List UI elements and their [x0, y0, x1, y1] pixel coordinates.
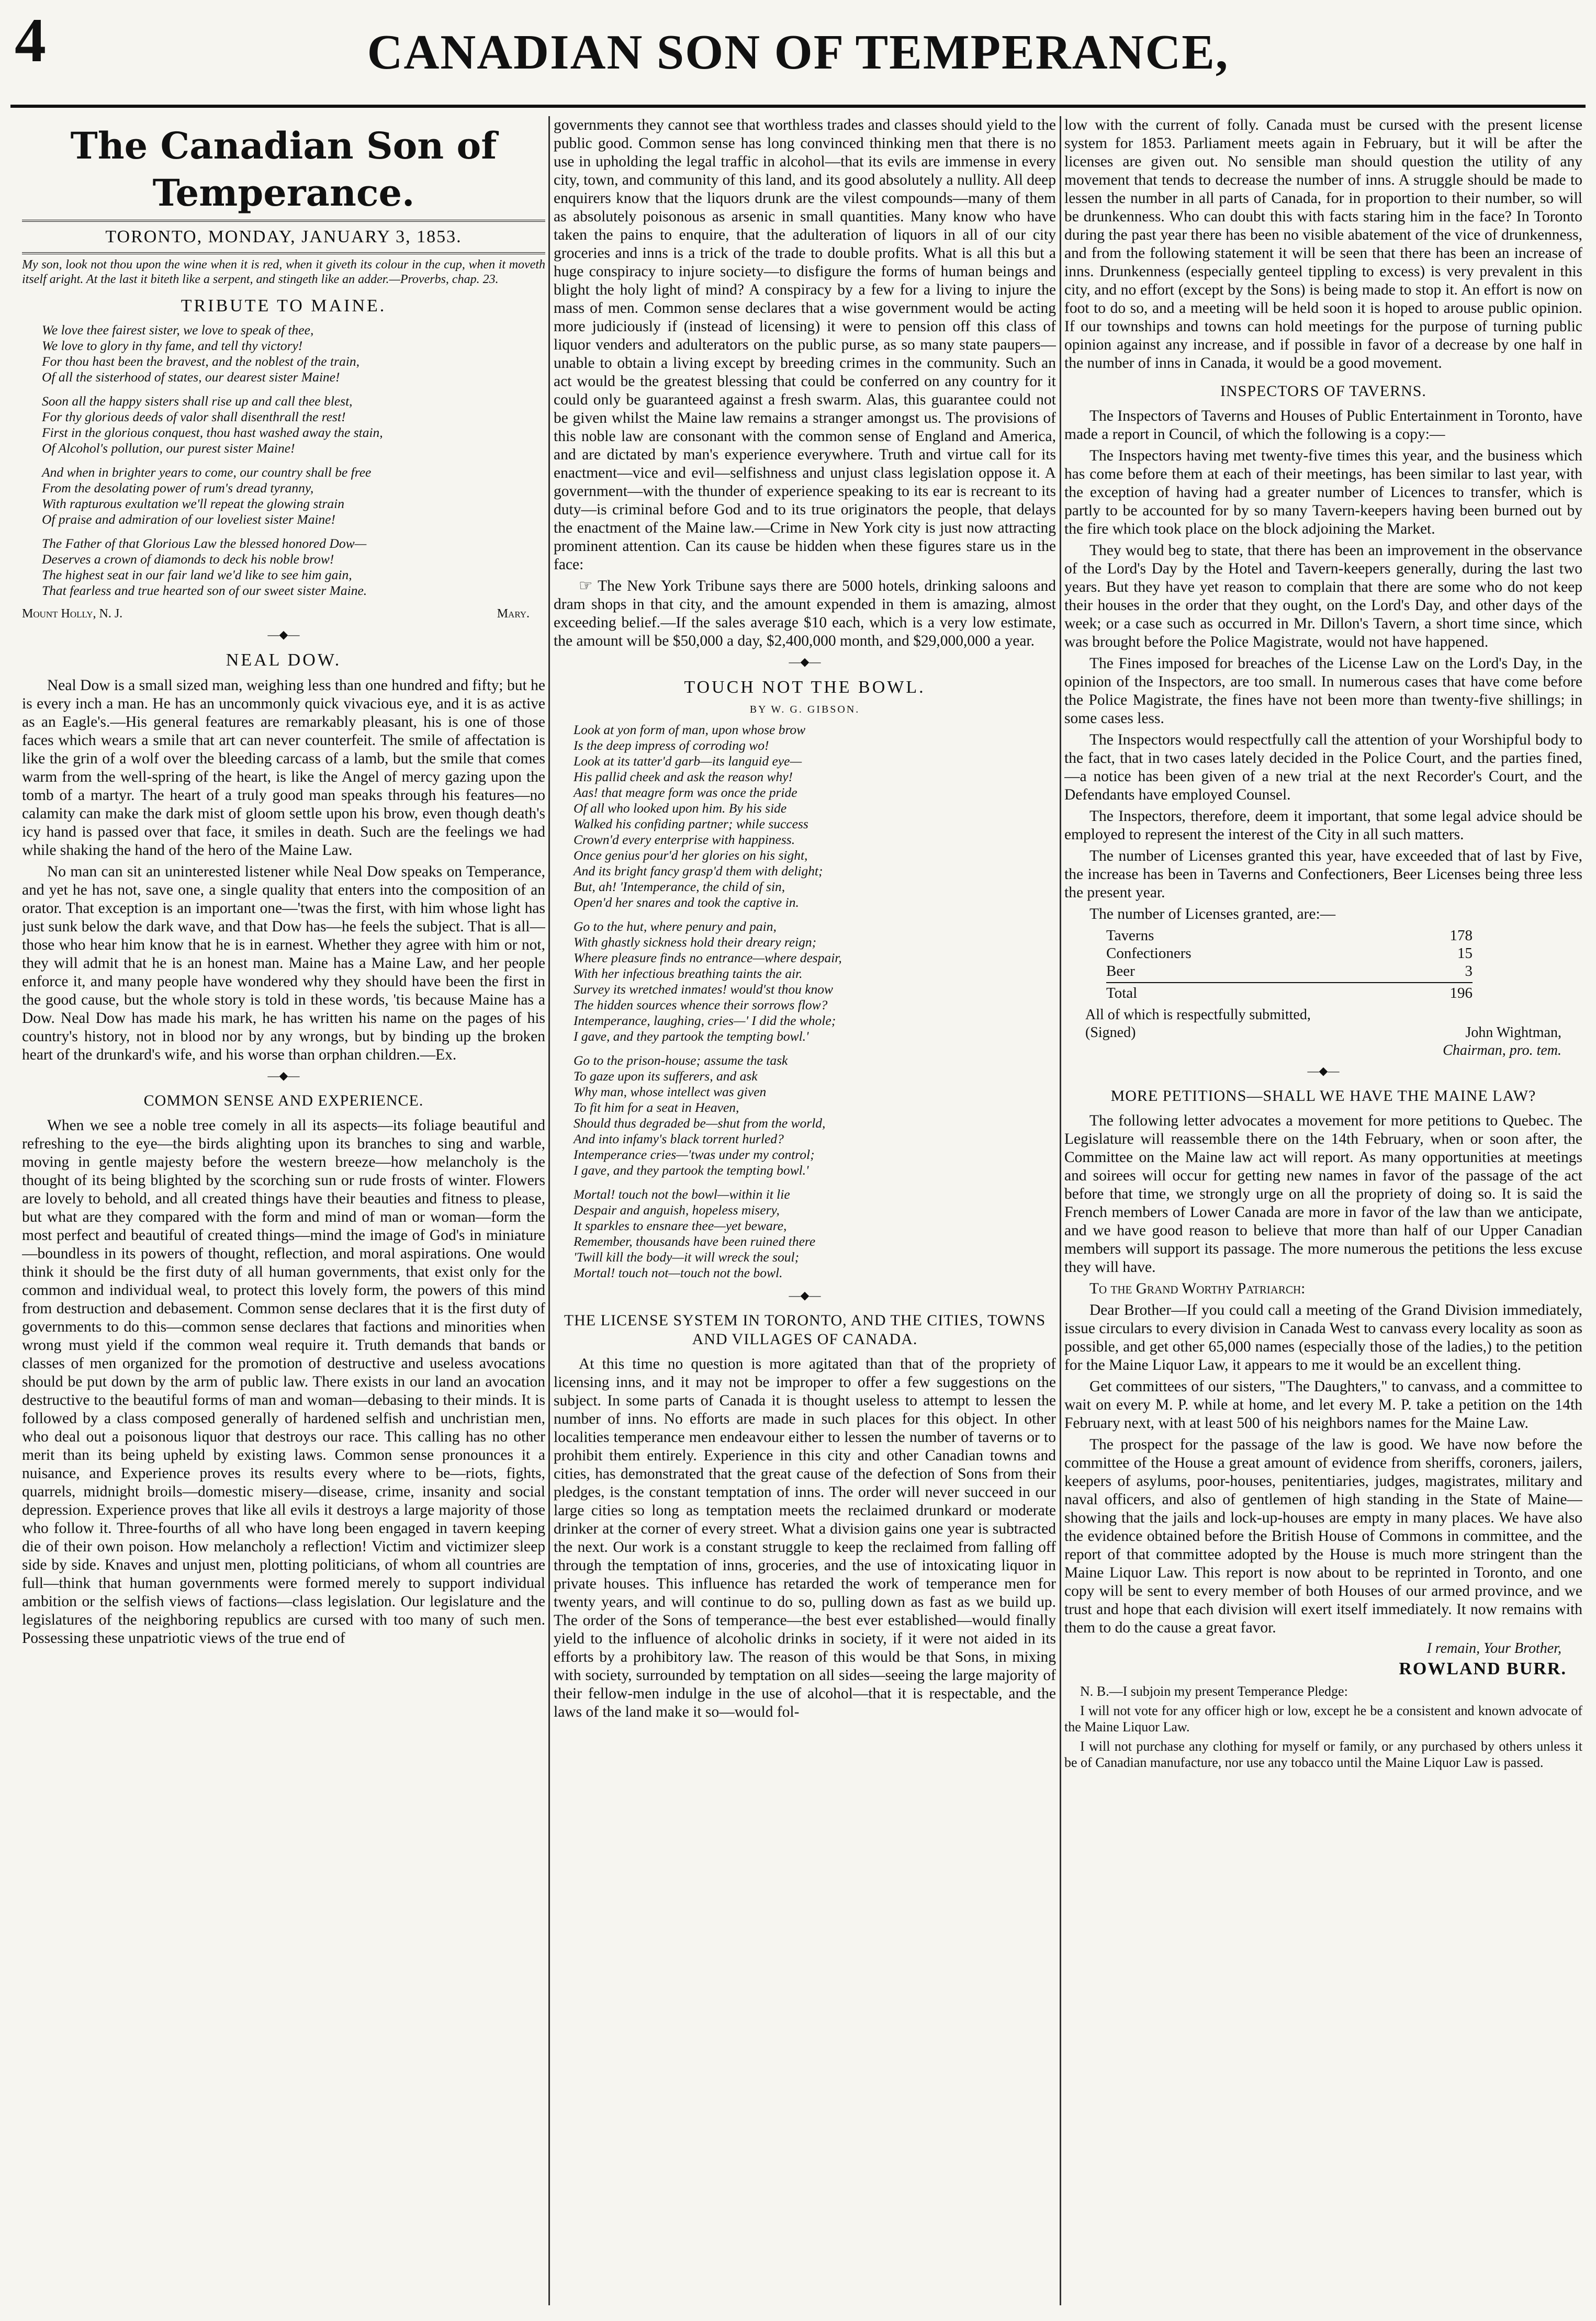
article-title: COMMON SENSE AND EXPERIENCE. [143, 1092, 424, 1109]
report-closing: All of which is respectfully submitted, [1085, 1007, 1311, 1023]
stat-label: Confectioners [1106, 945, 1192, 962]
poem-line: I gave, and they partook the tempting bowl.' [574, 1029, 809, 1044]
poem-line: Walked his confiding partner; while success [574, 816, 808, 831]
poem-author: Mary. [497, 607, 530, 621]
ornament-divider: —◆— [789, 1289, 821, 1302]
poem-credit [22, 607, 530, 621]
poem-line: It sparkles to ensnare thee—yet beware, [574, 1218, 787, 1233]
postscript: N. B.—I subjoin my present Temperance Pledge: [1080, 1684, 1348, 1699]
article-paragraph: The Inspectors of Taverns and Houses of Public Entertainment in Toronto, have made a report in Council, of which the following is a copy:— [1064, 408, 1582, 443]
poem-stanza [42, 536, 545, 599]
poem-line: First in the glorious conquest, thou hast washed away the stain, [42, 425, 383, 440]
masthead-rule [22, 220, 545, 222]
poem-line: I gave, and they partook the tempting bowl.' [574, 1163, 809, 1178]
poem-line: Intemperance cries—'twas under my control; [574, 1147, 815, 1162]
article-paragraph: The prospect for the passage of the law is good. We have now before the committee of the House a great amount of evidence from sheriffs, coroners, jailers, keepers of asylums, poor-houses, penitentiaries, judges, magistrates, military and naval officers, and also of gentlemen of high standing in the State of Maine—showing that the jails and lock-up-houses are empty in many places. We have also the evidence obtained before the British House of Commons in committee, and the report of that committee adopted by the House is much more stringent than the Maine Liquor Law. This report is now about to be reprinted in Toronto, and one copy will be sent to every member of both Houses of our armed province, and we trust and hope that each division will exert itself immediately. It now remains with them to do the cause a great favor. [1064, 1436, 1582, 1636]
stat-total-value: 196 [1449, 985, 1473, 1001]
poem-body [554, 722, 1056, 1281]
stat-row [1106, 944, 1473, 962]
signature-row [1085, 1024, 1582, 1042]
article-paragraph: The Fines imposed for breaches of the License Law on the Lord's Day, in the opinion of the Inspectors, are too small. In numerous cases that have come before the Police Magistrate, the fines have not been more than twenty-five shillings; in some cases less. [1064, 655, 1582, 727]
poem-line: With her infectious breathing taints the air. [574, 966, 803, 981]
poem-line: But, ah! 'Intemperance, the child of sin, [574, 879, 785, 894]
poem-line: Of Alcohol's pollution, our purest sister Maine! [42, 441, 295, 456]
poem-stanza [42, 465, 545, 527]
header-rule [10, 105, 1586, 108]
poem-line: For thy glorious deeds of valor shall disenthrall the rest! [42, 409, 346, 424]
article-paragraph: The following letter advocates a movement for more petitions to Quebec. The Legislature will reassemble there on the 14th February, when or soon after, the Committee on the Maine law act will report. As many opportunities at meetings and soirees will occur for getting new names in favor of the passage of the act before that time, we strongly urge on all the propriety of doing so. It is said the French members of Lower Canada are more in favor of the law than we anticipate, and we have good reason to believe that more than half of our Upper Canadian members will support its passage. The more numerous the petitions the less excuse they will have. [1064, 1112, 1582, 1276]
report-signature [1085, 1006, 1582, 1060]
poem-line: Survey its wretched inmates! would'st thou know [574, 982, 834, 997]
masthead-title: The Canadian Son of Temperance. [70, 124, 497, 215]
article-paragraph: The number of Licenses granted, are:— [1089, 906, 1336, 922]
article-title: INSPECTORS OF TAVERNS. [1220, 382, 1426, 400]
poem-line: Open'd her snares and took the captive in. [574, 895, 799, 910]
poem-stanza [574, 1053, 1056, 1178]
column-1 [22, 116, 545, 2305]
dateline: TORONTO, MONDAY, JANUARY 3, 1853. [105, 227, 462, 246]
poem-line: Mortal! touch not the bowl—within it lie [574, 1187, 790, 1202]
poem-line: 'Twill kill the body—it will wreck the soul; [574, 1249, 800, 1265]
article-paragraph: When we see a noble tree comely in all its aspects—its foliage beautiful and refreshing to the eye—the birds alighting upon its branches to sing and warble, moving in gentle majesty before the western breeze—how melancholy is the thought of its being blighted by the scorching sun or rude frosts of winter. Flowers are lovely to behold, and all created things have their beauties and fitness to please, but what are they compared with the form and mind of man or woman—form the most perfect and beautiful of created things—mind the image of God's in miniature—boundless in its powers of thought, reflection, and moral aspirations. One would think it should be the first duty of all human governments, that exist only for the common and individual weal, to protect this lovely form, the powers of this mind from destruction and debasement. Common sense declares that it is the first duty of governments to do this—common sense declares that factions and minorities when wrong must yield if the common weal require it. Truth demands that bands or classes of men organized for the promotion of destructive and useless avocations should be put down by the arm of public law. There exists in our land an avocation destructive to the beautiful forms of man and woman—debasing to their minds. It is followed by a class composed generally of hardened selfish and unchristian men, who deal out a poisonous liquor that destroys our race. This calling has no other merit than its being upheld by existing laws. Common sense pronounces it a nuisance, and Experience proves its results every where to be—riots, fights, quarrels, midnight broils—domestic misery—disease, crime, insanity and social depression. Experience proves that like all evils it destroys a large majority of those who follow it. Three-fourths of all who have long been engaged in tavern keeping die of their own poison. How melancholy a reflection! Victim and victimizer sleep side by side. Knaves and unjust men, plotting politicians, of whom all countries are full—think that human governments were formed merely to support individual ambition or the selfish views of factions—class legislation. Our legislature and the legislatures of the neighboring republics are cursed with too many of such men. Possessing these unpatriotic views of the true end of [22, 1117, 545, 1647]
poem-line: Crown'd every enterprise with happiness. [574, 832, 795, 847]
masthead-rule [22, 252, 545, 254]
poem-line: Once genius pour'd her glories on his sight, [574, 848, 808, 863]
poem-line: Why man, whose intellect was given [574, 1084, 767, 1099]
signed-label: (Signed) [1085, 1024, 1136, 1041]
letter-signer: ROWLAND BURR. [1399, 1659, 1567, 1678]
poem-line: To gaze upon its sufferers, and ask [574, 1068, 758, 1084]
poem-title: TRIBUTE TO MAINE. [181, 296, 387, 316]
signer-title: Chairman, pro. tem. [1443, 1042, 1561, 1058]
signer-name: John Wightman, [1465, 1024, 1561, 1041]
letter-salutation: To the Grand Worthy Patriarch: [1089, 1280, 1306, 1297]
poem-line: For thou hast been the bravest, and the noblest of the train, [42, 354, 359, 369]
poem-line: The Father of that Glorious Law the blessed honored Dow— [42, 536, 367, 551]
article-paragraph: Get committees of our sisters, "The Daughters," to canvass, and a committee to wait on every M. P. while at home, and let every M. P. take a petition on the 14th February next, with at least 500 of his neighbors names for the Maine Law. [1064, 1378, 1582, 1432]
poem-line: Look at its tatter'd garb—its languid eye— [574, 753, 802, 769]
poem-line: And its bright fancy grasp'd them with delight; [574, 863, 823, 878]
stat-value: 15 [1457, 945, 1473, 962]
article-paragraph: They would beg to state, that there has been an improvement in the observance of the Lord's Day by the Hotel and Tavern-keepers generally, during the last two years. But they have yet reason to complain that there are some who do not keep their houses in the order that they ought, on the Lord's Day, and other days of the week; or a case such as occurred in Mr. Dillon's Tavern, a short time since, which was brought before the Police Magistrate, would not have happened. [1064, 542, 1582, 650]
poem-stanza [42, 393, 545, 456]
column-2 [554, 116, 1056, 2305]
column-3 [1064, 116, 1582, 2305]
poem-line: Soon all the happy sisters shall rise up and call thee blest, [42, 393, 353, 409]
poem-line: Of all the sisterhood of states, our dearest sister Maine! [42, 369, 340, 385]
article-paragraph: governments they cannot see that worthless trades and classes should yield to the public good. Common sense has long convinced thinking men that there is no use in upholding the legal traffic in alcohol—that its evils are immense in every city, town, and community of this land, and its good absolutely a nullity. All deep enquirers know that the liquors drunk are the vilest compounds—many of them as absolutely poisonous as arsenic in small quantities. Many know who have taken the pains to enquire, that the adulteration of liquors in all of our city groceries and inns is a trick of the trade to double profits. What is all this but a huge conspiracy to injure society—to disfigure the forms of human beings and blight the holy light of mind? A conspiracy by a few for a living to injure the mass of men. Common sense declares that a wise government would be acting more judiciously if (instead of licensing) it were to pension off this class of liquor venders and adulterators on the public purse, as so many state paupers—unable to obtain a living except by breeding crimes in the community. Such an act would be the greatest blessing that could be conferred on any country for it could only be guaranteed against a fresh swarm. Alas, this guarantee could not be given whilst the Maine law remains a stranger amongst us. The provisions of this noble law are consonant with the common sense of England and America, and are dictated by man's experience everywhere. Truth and virtue call for its enactment—vice and evil—selfishness and unjust class legislation oppose it. A government—with the thunder of experience speaking to its ear is recreant to its duty—is criminal before God and to its true originators the people, that delays the enactment of the Maine law.—Crime in New York city is just now attracting prominent attention. Can its cause be hidden when these figures stare us in the face: [554, 117, 1056, 573]
article-paragraph: The Inspectors having met twenty-five times this year, and the business which has come before them at each of their meetings, has been similar to last year, with the exception of having had a greater number of Licences to transfer, which is partly to be accounted for by so many Tavern-keepers having been burned out by the fire which took place on the block adjoining the Market. [1064, 447, 1582, 537]
column-rule [548, 116, 550, 2305]
poem-stanza [574, 722, 1056, 910]
poem-line: Look at yon form of man, upon whose brow [574, 722, 806, 737]
poem-stanza [574, 919, 1056, 1044]
postscript: I will not vote for any officer high or low, except he be a consistent and known advocate of the Maine Liquor Law. [1064, 1703, 1582, 1734]
article-paragraph: Dear Brother—If you could call a meeting of the Grand Division immediately, issue circulars to every division in Canada West to canvass every locality as soon as possible, and get other 65,000 names (especially those of the ladies,) to the petition for the Maine Liquor Law, it appears to me it would be an excellent thing. [1064, 1302, 1582, 1373]
article-title: NEAL DOW. [226, 650, 342, 670]
stat-row [1106, 927, 1473, 944]
poem-line: Go to the hut, where penury and pain, [574, 919, 777, 934]
stat-total-label: Total [1106, 985, 1138, 1001]
poem-line: The highest seat in our fair land we'd like to see him gain, [42, 567, 352, 582]
stat-total-row [1106, 982, 1473, 1002]
poem-line: With rapturous exultation we'll repeat the glowing strain [42, 496, 345, 511]
poem-line: Mortal! touch not—touch not the bowl. [574, 1265, 783, 1280]
column-rule [1060, 116, 1061, 2305]
article-paragraph: The number of Licenses granted this year, have exceeded that of last by Five, the increase has been in Taverns and Confectioners, Beer Licenses being three less the present year. [1064, 848, 1582, 901]
poem-line: And when in brighter years to come, our country shall be free [42, 465, 372, 480]
stat-value: 178 [1449, 927, 1473, 944]
epigraph: My son, look not thou upon the wine when it is red, when it giveth its colour in the cup, when it moveth itself aright. At the last it biteth like a serpent, and stingeth like an adder.—Proverbs, chap. 23. [22, 258, 545, 286]
poem-line: Go to the prison-house; assume the task [574, 1053, 788, 1068]
poem-line: We love thee fairest sister, we love to speak of thee, [42, 322, 314, 337]
poem-line: We love to glory in thy fame, and tell thy victory! [42, 338, 303, 353]
poem-line: And into infamy's black torrent hurled? [574, 1131, 784, 1146]
poem-line: His pallid cheek and ask the reason why! [574, 769, 793, 784]
poem-line: Deserves a crown of diamonds to deck his noble brow! [42, 551, 334, 567]
poem-line: Should thus degraded be—shut from the world, [574, 1116, 826, 1131]
poem-line: Despair and anguish, hopeless misery, [574, 1202, 780, 1218]
poem-title: TOUCH NOT THE BOWL. [684, 678, 926, 697]
article-title: MORE PETITIONS—SHALL WE HAVE THE MAINE LAW? [1110, 1087, 1536, 1105]
ornament-divider: —◆— [267, 628, 300, 641]
license-stats-table [1106, 927, 1473, 1002]
article-paragraph: The Inspectors, therefore, deem it important, that some legal advice should be employed to represent the interest of the City in all such matters. [1064, 808, 1582, 843]
poem-line: Of all who looked upon him. By his side [574, 801, 787, 816]
article-paragraph: low with the current of folly. Canada must be cursed with the present license system for 1853. Parliament meets again in February, but it will be after the licenses are given out. No sensible man should question the utility of any movement that tends to decrease the number of inns. A struggle should be made to lessen the number in all parts of Canada, for in proportion to their number, so will be drunkenness. Who can doubt this with facts staring him in the face? In Toronto during the past year there has been no visible abatement of the vice of drunkenness, and from the following statement it will be seen that there has been an increase of inns. Drunkenness (especially genteel tippling to excess) is very prevalent in this city, and no effort (except by the Sons) is being made to stop it. An effort is now on foot to do so, and a meeting will be held soon it is hoped to arouse public opinion. If our townships and towns can hold meetings for the purpose of turning public opinion against any increase, and if possible in favor of a decrease by one half in the number of inns in Canada, it would be a good movement. [1064, 117, 1582, 371]
letter-signoff: I remain, Your Brother, [1426, 1640, 1561, 1657]
poem-line: Remember, thousands have been ruined there [574, 1234, 816, 1249]
poem-line: Intemperance, laughing, cries—' I did the whole; [574, 1013, 836, 1028]
poem-line: From the desolating power of rum's dread tyranny, [42, 480, 314, 495]
poem-line: Of praise and admiration of our loveliest sister Maine! [42, 512, 335, 527]
poem-stanza [574, 1187, 1056, 1281]
poem-body [22, 322, 545, 599]
article-paragraph: Neal Dow is a small sized man, weighing less than one hundred and fifty; but he is every inch a man. He has an uncommonly quick vivacious eye, and it is as active as an Eagle's.—His general features are remarkably pleasant, his is one of those faces which wears a smile that art can never counterfeit. The smile of affectation is like the grin of a wolf over the bleeding carcass of a lamb, but the smile that comes warm from the well-spring of the heart, is like the Angel of mercy gazing upon the tomb of a martyr. The heart of a truly good man speaks through his features—no calamity can make the dark mist of gloom settle upon his brow, even though death's icy hand is passed over that face, it smiles in death. Such are the feelings we had while shaking the hand of the hero of the Maine Law. [22, 677, 545, 859]
postscript: I will not purchase any clothing for myself or family, or any purchased by others unless it be of Canadian manufacture, nor use any tobacco until the Maine Liquor Law is passed. [1064, 1739, 1582, 1770]
article-paragraph: No man can sit an uninterested listener while Neal Dow speaks on Temperance, and yet he has not, save one, a single quality that enters into the composition of an orator. That exception is an important one—'twas the first, with him whose light has just sunk below the dark wave, and that Dow has—he feels the subject. That is all—those who hear him know that he is in earnest. Whether they agree with him or not, they will admit that he is an honest man. Maine has a Maine Law, and her people enforce it, and many people have wondered why they should have been the first in the good cause, but the whole story is told in these words, 'tis because Maine has a Dow. Neal Dow has made his mark, he has written his name on the pages of his country's history, not in blood nor by any wrongs, but by binding up the broken heart of the drunkard's wife, and his worse than orphan children.—Ex. [22, 863, 545, 1063]
poem-byline: BY W. G. GIBSON. [749, 704, 860, 715]
poem-line: Aas! that meagre form was once the pride [574, 785, 797, 800]
article-title: THE LICENSE SYSTEM IN TORONTO, AND THE CITIES, TOWNS AND VILLAGES OF CANADA. [564, 1312, 1046, 1348]
poem-line: Where pleasure finds no entrance—where despair, [574, 950, 842, 965]
ornament-divider: —◆— [267, 1069, 300, 1082]
stat-label: Taverns [1106, 927, 1154, 944]
poem-line: The hidden sources whence their sorrows flow? [574, 997, 828, 1012]
running-title: CANADIAN SON OF TEMPERANCE, [367, 25, 1229, 80]
page-number: 4 [15, 5, 46, 75]
poem-line: That fearless and true hearted son of our sweet sister Maine. [42, 583, 367, 598]
ornament-divider: —◆— [1307, 1064, 1340, 1077]
poem-stanza [42, 322, 545, 385]
stat-value: 3 [1465, 963, 1473, 979]
stat-row [1106, 962, 1473, 980]
ornament-divider: —◆— [789, 655, 821, 668]
poem-line: With ghastly sickness hold their dreary reign; [574, 934, 817, 950]
article-paragraph: The Inspectors would respectfully call the attention of your Worshipful body to the fact, that in two cases lately decided in the Police Court, and the parties fined,—a notice has been given of a new trial at the next Recorder's Court, and the Defendants have employed Counsel. [1064, 731, 1582, 803]
poem-place: Mount Holly, N. J. [22, 607, 123, 621]
stat-label: Beer [1106, 963, 1135, 979]
poem-line: To fit him for a seat in Heaven, [574, 1100, 739, 1115]
article-paragraph: At this time no question is more agitated than that of the propriety of licensing inns, and it may not be improper to offer a few suggestions on the subject. In some parts of Canada it is thought useless to attempt to lessen the number of inns. No efforts are made in such places for this object. In other localities temperance men endeavour either to lessen the number of taverns or to prohibit them entirely. Experience in this city and other Canadian towns and cities, has demonstrated that the great cause of the defection of Sons from their pledges, is the constant temptation of inns. The order will never succeed in our large cities so long as temptation meets the reclaimed drunkard or moderate drinker at the corner of every street. What a division gains one year is subtracted the next. Our work is a constant struggle to keep the reclaimed from falling off through the temptation of inns, groceries, and the use of intoxicating liquor in private houses. This influence has retarded the work of temperance men for twenty years, and will continue to do so, pulling down as fast as we build up. The order of the Sons of temperance—the best ever established—would finally yield to the influence of alcoholic drinks in society, if it were not aided in its efforts by a prohibitory law. The reason of this would be that Sons, in mixing with society, surrounded by temptation on all sides—seeing the large majority of their fellow-men indulge in the use of alcohol—that it is respectable, and the laws of the land make it so—would fol- [554, 1356, 1056, 1720]
poem-line: Is the deep impress of corroding wo! [574, 738, 769, 753]
article-paragraph: ☞ The New York Tribune says there are 5000 hotels, drinking saloons and dram shops in that city, and the amount expended in them is amazing, almost exceeding belief.—If the sales average $10 each, which is a very low estimate, the amount will be $50,000 a day, $2,400,000 month, and $29,000,000 a year. [554, 578, 1056, 649]
